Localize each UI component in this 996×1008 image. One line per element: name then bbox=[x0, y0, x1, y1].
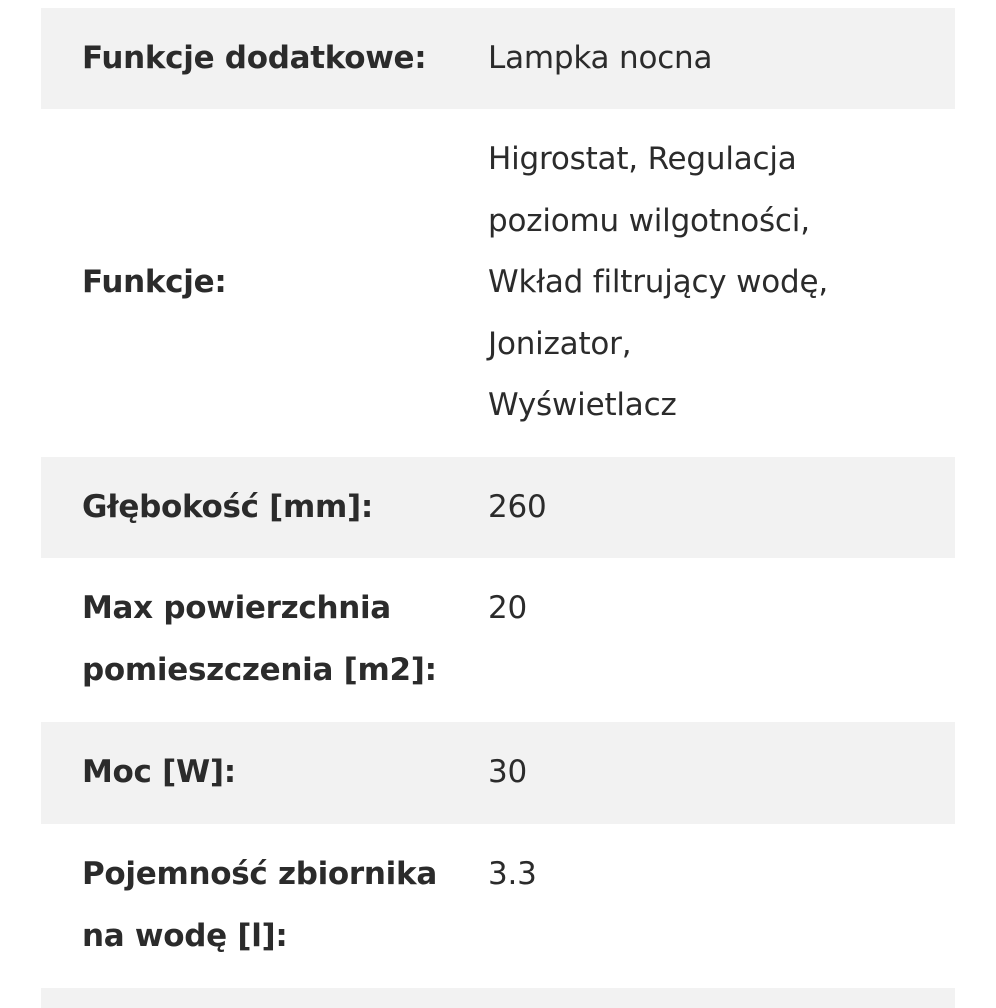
spec-label: Funkcje dodatkowe: bbox=[82, 39, 427, 76]
spec-row-partial bbox=[41, 988, 955, 1008]
spec-value: 30 bbox=[488, 754, 528, 791]
spec-value: Lampka nocna bbox=[488, 39, 713, 76]
spec-label: Funkcje: bbox=[82, 264, 227, 301]
spec-value: 260 bbox=[488, 488, 547, 525]
spec-row-depth bbox=[41, 457, 955, 558]
spec-label: Głębokość [mm]: bbox=[82, 488, 373, 525]
spec-label: Max powierzchnia pomieszczenia [m2]: bbox=[82, 590, 437, 688]
spec-row-additional-functions bbox=[41, 8, 955, 109]
spec-value: 3.3 bbox=[488, 856, 537, 892]
spec-value: Higrostat, Regulacja poziomu wilgotności, Wkład filtrujący wodę, Jonizator, Wyświetlacz bbox=[488, 141, 829, 424]
specs-table bbox=[41, 8, 955, 1008]
spec-label: Pojemność zbiornika na wodę [l]: bbox=[82, 856, 437, 954]
spec-value: 20 bbox=[488, 590, 528, 626]
spec-row-max-room-area bbox=[41, 558, 955, 722]
spec-label: Moc [W]: bbox=[82, 754, 236, 791]
spec-row-tank-capacity bbox=[41, 824, 955, 988]
spec-row-functions bbox=[41, 109, 955, 457]
spec-row-power bbox=[41, 722, 955, 824]
